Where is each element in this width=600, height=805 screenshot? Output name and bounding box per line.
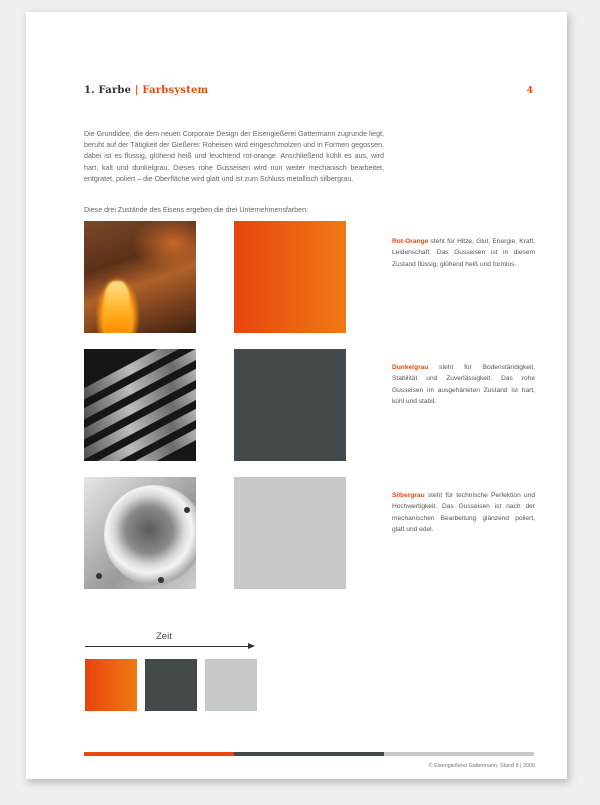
small-swatch-dunkelgrau xyxy=(145,659,197,711)
molten-iron-photo xyxy=(84,221,196,333)
timeline-label: Zeit xyxy=(156,631,172,642)
color-name: Rot-Orange xyxy=(392,238,429,245)
desc-dunkelgrau xyxy=(392,362,535,407)
document-page xyxy=(26,12,567,779)
page-heading xyxy=(84,85,208,96)
footer-copyright: © Eisengießerei Gattermann, Stand 8 | 2009 xyxy=(428,763,535,769)
swatch-rot-orange xyxy=(234,221,346,333)
small-swatch-rot-orange xyxy=(85,659,137,711)
color-description: steht für Bodenständigkeit, Stabilität und Zuverlässigkeit. Das rohe Gusseisen im ausgehärteten Zustand ist hart, kühl und stabil. xyxy=(392,364,535,405)
swatch-silbergrau xyxy=(234,477,346,589)
arrow-right-icon xyxy=(248,643,255,649)
swatch-dunkelgrau xyxy=(234,349,346,461)
intro-lead: Diese drei Zustände des Eisens ergeben die drei Unternehmensfarben: xyxy=(84,206,308,214)
footer-bar-orange xyxy=(84,752,234,756)
desc-rot-orange xyxy=(392,236,535,270)
cast-iron-parts-photo xyxy=(84,349,196,461)
color-name: Dunkelgrau xyxy=(392,364,429,371)
footer-bar-dark xyxy=(234,752,384,756)
section-number: 1. Farbe xyxy=(84,85,132,96)
intro-paragraph: Die Grundidee, die dem neuen Corporate Design der Eisengießerei Gattermann zugrunde liegt, beruht auf der Tätigkeit der Gießerei: Roheisen wird eingeschmolzen und in Formen gegossen, dabei ist es flüssig, glühend heiß und leuchtend rot-orange. Anschließend kühlt es aus, wird hart, kalt und dunkelgrau. Dieses rohe Gusseisen wird nun weiter mechanisch bearbeitet, entgratet, poliert – die Oberfläche wird glatt und ist zum Schluss metallisch silbergrau. xyxy=(84,130,384,183)
desc-silbergrau xyxy=(392,490,535,535)
small-swatch-silbergrau xyxy=(205,659,257,711)
color-description: steht für technische Perfektion und Hochwertigkeit. Das Gusseisen ist nach der mechanischen Bearbeitung glänzend poliert, glatt und edel. xyxy=(392,492,535,533)
section-title: Farbsystem xyxy=(142,85,209,96)
color-description: steht für Hitze, Glut, Energie, Kraft, Leidenschaft. Das Gusseisen ist in diesem Zustand flüssig, glühend heiß und formlos. xyxy=(392,238,535,268)
machined-ring-photo xyxy=(84,477,196,589)
footer-bar-silver xyxy=(384,752,534,756)
heading-separator: | xyxy=(134,85,139,96)
timeline-arrow-line xyxy=(85,646,249,647)
color-name: Silbergrau xyxy=(392,492,425,499)
page-number: 4 xyxy=(526,86,533,96)
